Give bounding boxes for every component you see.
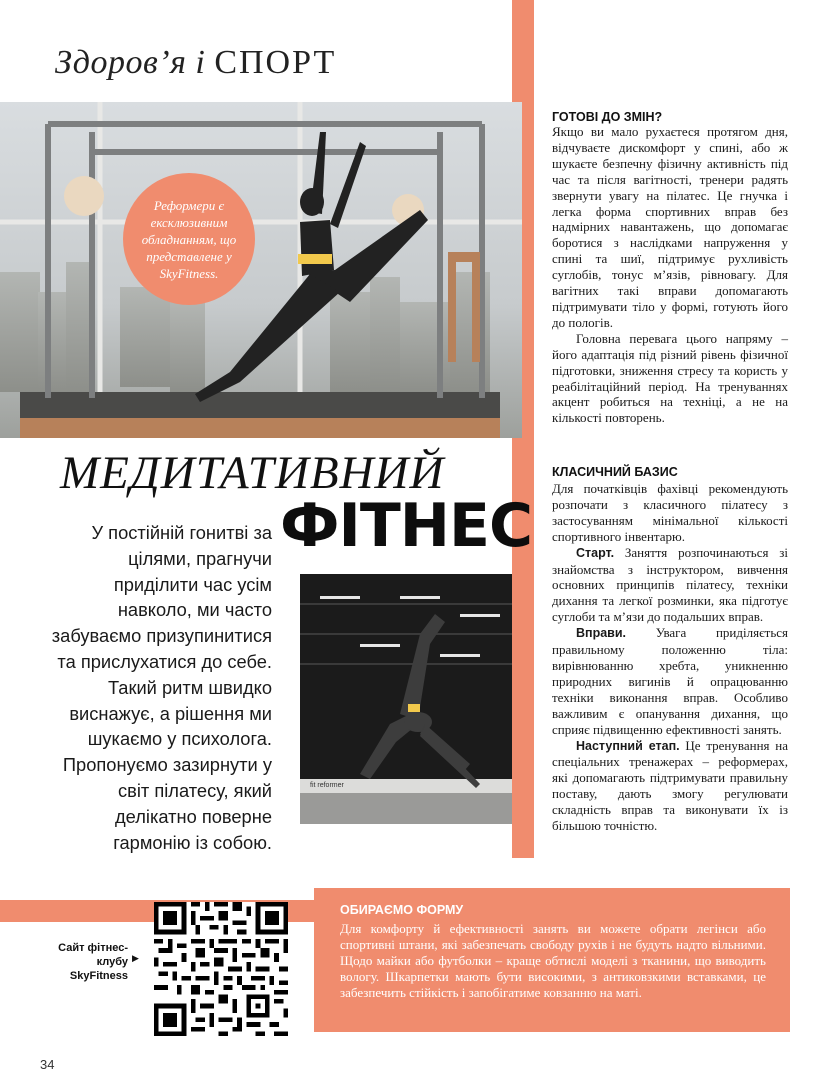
photo-cadillac-illustration [0,102,522,438]
ready-text [552,124,788,426]
reformer-label: fit reformer [310,782,344,789]
basis-exercises-paragraph [552,625,788,737]
basis-exercises-text: Увага приділяється правильному положенню тіла: вирівнюванню хребта, уникненню природних вигинів й опрацюванню техніки виконання вправ. Особливо важливим є опанування дихання, що сприяє підвищенню ефективності занять. [552,625,789,737]
lead-paragraph: У постійній гонитві за цілями, прагнучи приділити час усім навколо, ми часто забуваємо призупинитися та прислухатися до себе. Такий ритм швидко виснажує, а рішення ми шукаємо у психолога. Пропонуємо зазирнути у світ пілатесу, який делікатно поверне гармонію із собою. [51,522,272,853]
photo-reformer-illustration [300,574,512,824]
qr-code-graphic [154,902,288,1036]
basis-start-label: Старт. [576,545,615,560]
section-title-part1: Здоров’я і [55,44,206,81]
photo-cadillac [0,102,522,438]
basis-next-paragraph [552,738,788,834]
basis-start-text: Заняття розпочинаються зі знайомства з інструктором, вивчення основних принципів пілатесу, техніки дихання та легкої розминки, яка підготує суглоби та м’язи до подальших вправ. [552,544,789,625]
form-tip-box [314,888,790,1032]
basis-start-paragraph [552,545,788,626]
ready-paragraph-2: Головна перевага цього напряму – його адаптація під різний рівень фізичної підготовки, зниження стресу та користь у реабілітаційний період. На тренуваннях акцент робиться на техніці, а не на кількості повторень. [552,330,788,426]
basis-next-text: Це тренування на спеціальних тренажерах – реформерах, які допомагають підтримувати правильну поставу, дають змогу регулювати складність вправ та виконувати їх із більшою точністю. [552,737,788,834]
qr-code[interactable] [154,902,288,1036]
basis-exercises-label: Вправи. [576,626,627,641]
caption-bubble [123,173,255,305]
section-title [55,44,336,82]
basis-title: КЛАСИЧНИЙ БАЗИС [552,465,678,479]
caption-bubble-text: Реформери є ексклюзивним обладнанням, що представлене у SkyFitness. [141,197,237,281]
arrow-right-icon: ▶ [132,953,139,963]
ready-paragraph-1: Якщо ви мало рухаєтеся протягом дня, відчуваєте дискомфорт у спині, або ж шукаєте безпечну фізичну активність під час та після вагітності, тренери радять звернути увагу на пілатес. Це гнучка і легка форма спортивних вправ без надмірних навантажень, що допомагає боротися з наслідками напруження у спині та шиї, підтримує рухливість суглобів, тонус м’язів, рівновагу. Для вагітних такі вправи допомагають підтримувати тіло у формі, готують його до пологів. [552,124,788,330]
form-tip-text: Для комфорту й ефективності занять ви можете обрати легінси або спортивні штани, які забезпечать свободу рухів і не будуть надто вільними. Щодо майки або футболки – краще обтислі моделі з тканини, що виводить вологу. Шкарпетки мають бути високими, з антиковзкими вставками, це забезпечить стійкість і запобігатиме ковзанню на маті. [340,921,766,1000]
ready-title: ГОТОВІ ДО ЗМІН? [552,110,663,124]
headline-line2: ФІТНЕС [280,491,532,561]
qr-label: Сайт фітнес-клубу SkyFitness [58,942,128,982]
photo-reformer [300,574,512,824]
headline-line1: МЕДИТАТИВНИЙ [60,447,445,499]
basis-text [552,481,788,834]
page-number: 34 [40,1057,55,1072]
basis-next-label: Наступний етап. [576,738,680,753]
form-tip-title: ОБИРАЄМО ФОРМУ [340,903,464,917]
basis-paragraph-1: Для початківців фахівці рекомендують розпочати з класичного пілатесу з застосуванням мінімальної кількості спортивного інвентарю. [552,481,788,544]
section-title-part2: СПОРТ [214,44,337,81]
